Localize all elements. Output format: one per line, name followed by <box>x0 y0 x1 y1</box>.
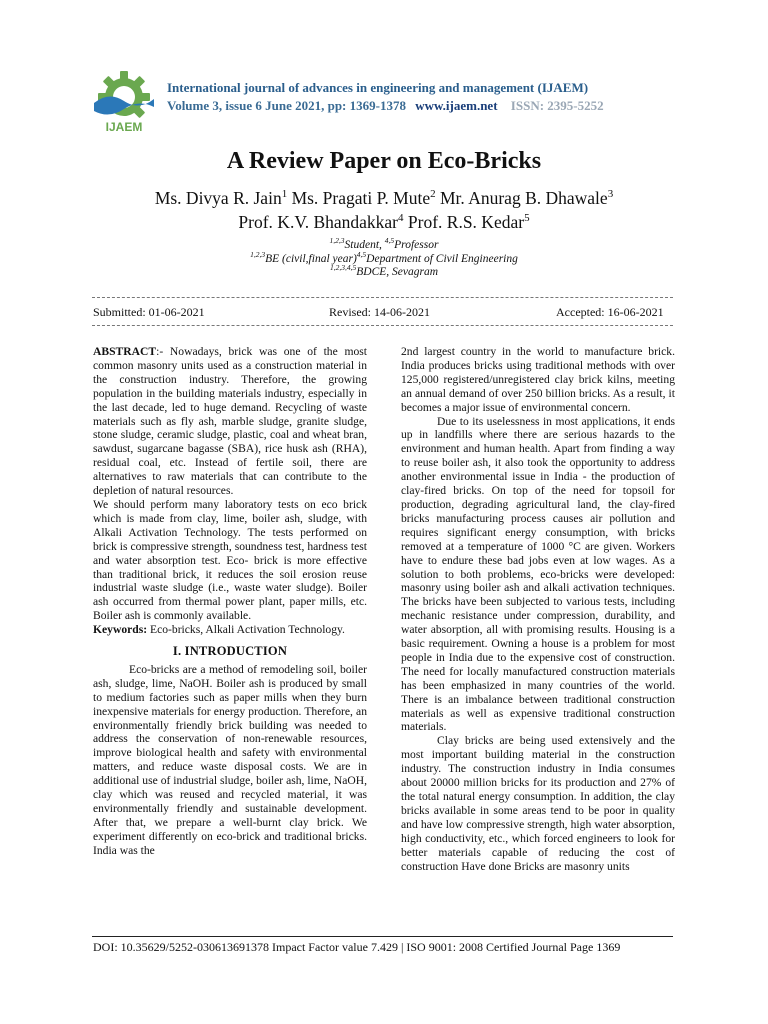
abstract-paragraph-2: We should perform many laboratory tests on eco brick which is made from clay, lime, boiler ash, sludge, with Alkali Activation Technology. The tests performed on brick is compressive strength, soundness test, hardness test and water absorption test. Eco- brick is more effective than traditional brick, it reduces the soil erosion reuse industrial waste sludge (i.e., waste water sludge). Boiler ash occurred from thermal power plant, paper mills, etc. Boiler ash is commonly available. <box>93 497 367 623</box>
intro-paragraph: Eco-bricks are a method of remodeling soil, boiler ash, sludge, lime, NaOH. Boiler ash is produced by small to medium factories such as paper mills when they burn inexpensive materials for energy production. Therefore, an environmentally friendly brick building was needed to address the conservation of non-renewable resources, improve biological health and safety with environmental matters, and reduce waste disposal costs. We are in additional use of industrial sludge, boiler ash, lime, NaOH, clay which was reused and recycled material, it was environmentally friendly and sustainable development. After that, we prepare a well-burnt clay brick. We experiment differently on eco-brick and traditional bricks. India was the <box>93 662 367 857</box>
affiliation-line <box>0 236 768 251</box>
volume-info: Volume 3, issue 6 June 2021, pp: 1369-1378 <box>167 98 406 113</box>
affiliation-line <box>0 263 768 278</box>
journal-website-link[interactable]: www.ijaem.net <box>415 98 498 113</box>
author-sup: 5 <box>524 212 530 225</box>
paper-title: A Review Paper on Eco-Bricks <box>226 148 542 174</box>
author-name: Prof. R.S. Kedar <box>403 212 525 232</box>
affiliation-sup: 1,2,3,4,5 <box>329 263 357 272</box>
left-column <box>93 345 367 858</box>
journal-logo <box>88 70 160 134</box>
authors-line-1 <box>0 188 768 209</box>
divider <box>92 325 673 326</box>
logo-text: IJAEM <box>105 120 143 134</box>
keywords-text: Eco-bricks, Alkali Activation Technology. <box>147 623 345 637</box>
journal-name: International journal of advances in engineering and management (IJAEM) <box>167 80 589 95</box>
affiliation-sup: 1,2,3 <box>250 250 266 259</box>
author-sup: 4 <box>398 212 404 225</box>
right-column <box>401 345 675 873</box>
section-heading-introduction: I. INTRODUCTION <box>172 644 288 659</box>
affiliation-text: Student, <box>344 238 385 251</box>
affiliation-text: BE (civil,final year) <box>265 252 357 265</box>
affiliation-text: Professor <box>394 238 439 251</box>
revised-date: Revised: 14-06-2021 <box>329 305 430 319</box>
body-paragraph: Clay bricks are being used extensively and the most important building material in the construction industry. The construction industry in India consumes about 20000 million bricks for its production and 27% of the total natural energy consumption. In addition, the clay bricks available in some areas tend to be poor in quality and have low compressive strength, high water absorption, high conductivity, etc., which forced engineers to look for better materials capable of reducing the cost of construction Have done Bricks are masonry units <box>401 734 675 873</box>
page-footer: DOI: 10.35629/5252-030613691378 Impact Factor value 7.429 | ISO 9001: 2008 Certified Journal Page 1369 <box>93 940 621 954</box>
affiliation-sup: 4,5 <box>384 236 395 245</box>
abstract-label: ABSTRACT <box>93 345 157 358</box>
journal-issn: ISSN: 2395-5252 <box>510 98 604 113</box>
affiliation-text: BDCE, Sevagram <box>356 265 438 278</box>
author-sup: 3 <box>607 188 614 201</box>
author-sup: 1 <box>281 188 288 201</box>
author-name: Ms. Divya R. Jain <box>154 188 282 208</box>
affiliation-sup: 4,5 <box>356 250 367 259</box>
author-name: Prof. K.V. Bhandakkar <box>238 212 399 232</box>
author-sup: 2 <box>430 188 436 201</box>
divider <box>92 297 673 298</box>
footer-divider <box>92 936 673 937</box>
accepted-date: Accepted: 16-06-2021 <box>556 305 664 319</box>
authors-line-2 <box>0 212 768 233</box>
submitted-date: Submitted: 01-06-2021 <box>93 305 205 319</box>
body-paragraph: 2nd largest country in the world to manufacture brick. India produces bricks using traditional methods with over 125,000 registered/unregistered clay brick kilns, meeting an annual demand of over 250 billion bricks. As a result, it becomes a major issue of environmental concern. <box>401 345 675 414</box>
abstract-paragraph <box>93 345 367 498</box>
abstract-text: :- Nowadays, brick was one of the most common masonry units used as a construction material in the construction industry. Therefore, the growing population in the building materials industry, especially in the last decade, led to huge demand. Recycling of waste materials such as fly ash, marble sludge, granite sludge, stone sludge, ceramic sludge, plastic, coal and wheat bran, sawdust, sugarcane bagasse (SBA), rice husk ash (RHA), residual coal, etc. Instead of fertile soil, there are alternatives to raw materials that can contribute to the depletion of natural resources. <box>93 345 367 498</box>
affiliation-text: Department of Civil Engineering <box>366 252 518 265</box>
keywords-label: Keywords: <box>93 623 148 637</box>
affiliation-sup: 1,2,3 <box>329 236 345 245</box>
author-name: Mr. Anurag B. Dhawale <box>435 188 608 208</box>
gear-icon <box>88 70 160 134</box>
journal-volume-line <box>167 98 604 114</box>
keywords <box>93 623 367 637</box>
body-paragraph: Due to its uselessness in most applications, it ends up in landfills where there are serious hazards to the environment and human health. Apart from finding a way to reuse boiler ash, it also took the opportunity to address another environmental issue in India - the production of clay-fired bricks. On top of the need for topsoil for production, degrading agricultural land, the clay-fired bricks manufacturing process causes air pollution and requires significant energy consumption, with bricks removed at a temperature of 1000 °C are given. Workers have to endure these bad jobs even at low wages. As a solution to both problems, eco-bricks were developed: masonry using boiler ash and alkali activation techniques. The bricks have been subjected to various tests, including mechanic resistance under compression, durability, and water absorption, all with promising results. Housing is a basic requirement. Owning a house is a problem for most people in India due to the expensive cost of construction. The need for locally manufactured construction materials has been emphasized in many countries of the world. There is an imbalance between traditional construction materials as well as expensive traditional construction materials. <box>401 414 675 734</box>
author-name: Ms. Pragati P. Mute <box>287 188 431 208</box>
